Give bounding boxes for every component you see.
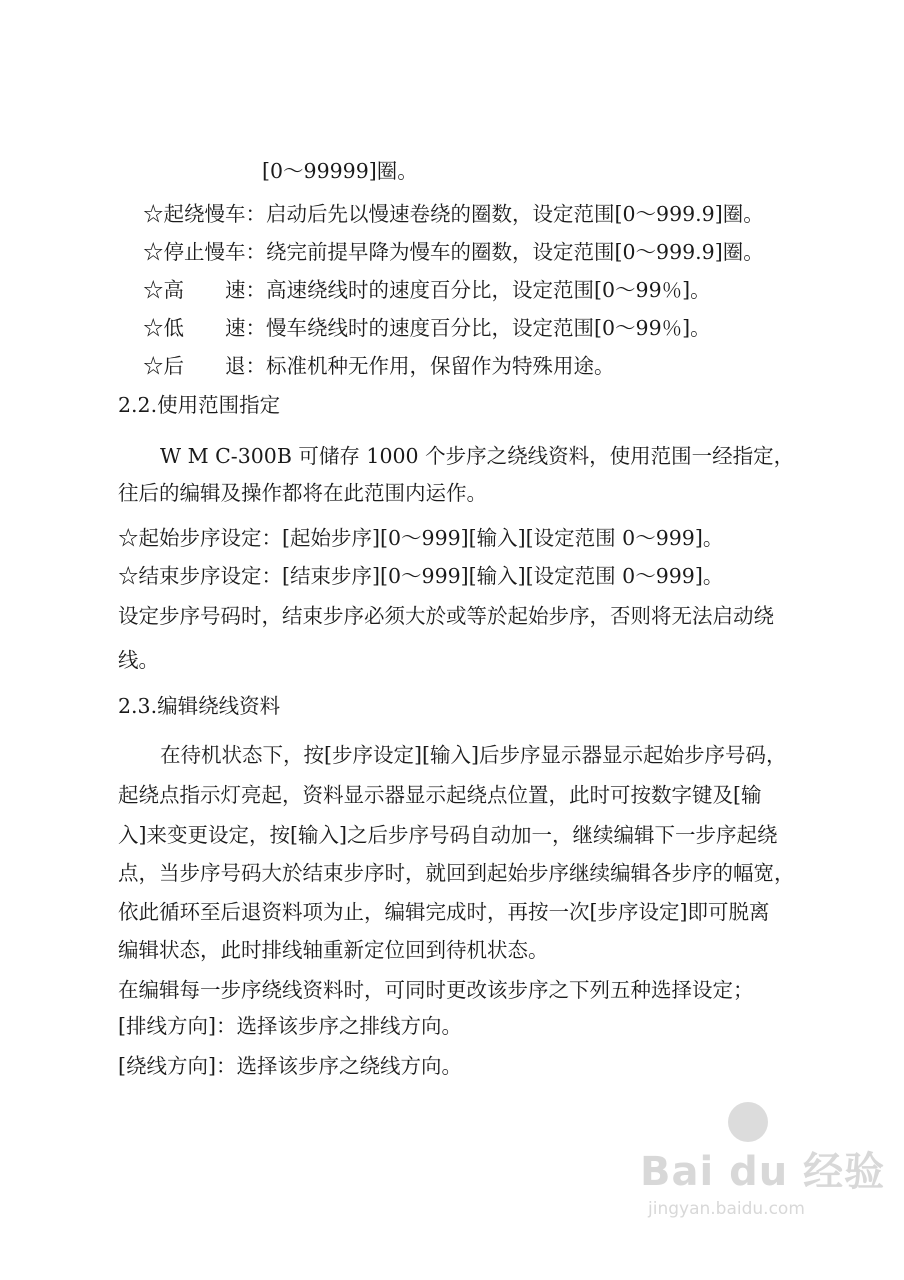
text-line: ☆停止慢车：绕完前提早降为慢车的圈数，设定范围[0～999.9]圈。: [143, 240, 764, 264]
watermark-url: jingyan.baidu.com: [648, 1199, 805, 1219]
paw-icon: [728, 1102, 768, 1142]
text-line: ☆高 速：高速绕线时的速度百分比，设定范围[0～99％]。: [143, 278, 711, 302]
text-line: 在待机状态下，按[步序设定][输入]后步序显示器显示起始步序号码，: [160, 743, 787, 767]
text-line: ☆起绕慢车：启动后先以慢速卷绕的圈数，设定范围[0～999.9]圈。: [143, 202, 764, 226]
text-line: 起绕点指示灯亮起，资料显示器显示起绕点位置，此时可按数字键及[输: [118, 783, 762, 807]
section-heading: 2.3.编辑绕线资料: [118, 694, 281, 718]
text-line: 依此循环至后退资料项为止，编辑完成时，再按一次[步序设定]即可脱离: [118, 900, 770, 924]
text-line: [排线方向]：选择该步序之排线方向。: [118, 1014, 462, 1038]
text-line: ☆低 速：慢车绕线时的速度百分比，设定范围[0～99％]。: [143, 316, 711, 340]
text-line: 编辑状态，此时排线轴重新定位回到待机状态。: [118, 938, 549, 962]
text-line: W M C-300B 可储存 1000 个步序之绕线资料，使用范围一经指定，: [160, 444, 795, 468]
text-line: [0～99999]圈。: [262, 159, 418, 183]
text-line: [绕线方向]：选择该步序之绕线方向。: [118, 1054, 462, 1078]
section-heading: 2.2.使用范围指定: [118, 393, 281, 417]
text-line: ☆结束步序设定：[结束步序][0～999][输入][设定范围 0～999]。: [118, 564, 724, 588]
text-line: ☆起始步序设定：[起始步序][0～999][输入][设定范围 0～999]。: [118, 526, 724, 550]
text-line: 入]来变更设定，按[输入]之后步序号码自动加一，继续编辑下一步序起绕: [118, 823, 778, 847]
baidu-jingyan-watermark: [640, 1140, 885, 1219]
text-line: 点，当步序号码大於结束步序时，就回到起始步序继续编辑各步序的幅宽，: [118, 861, 795, 885]
text-line: 设定步序号码时，结束步序必须大於或等於起始步序，否则将无法启动绕: [118, 604, 774, 628]
text-line: ☆后 退：标准机种无作用，保留作为特殊用途。: [143, 354, 615, 378]
text-line: 线。: [118, 648, 159, 672]
watermark-logo: Bai du 经验: [640, 1149, 886, 1195]
text-line: 在编辑每一步序绕线资料时，可同时更改该步序之下列五种选择设定；: [118, 978, 754, 1002]
text-line: 往后的编辑及操作都将在此范围内运作。: [118, 481, 487, 505]
